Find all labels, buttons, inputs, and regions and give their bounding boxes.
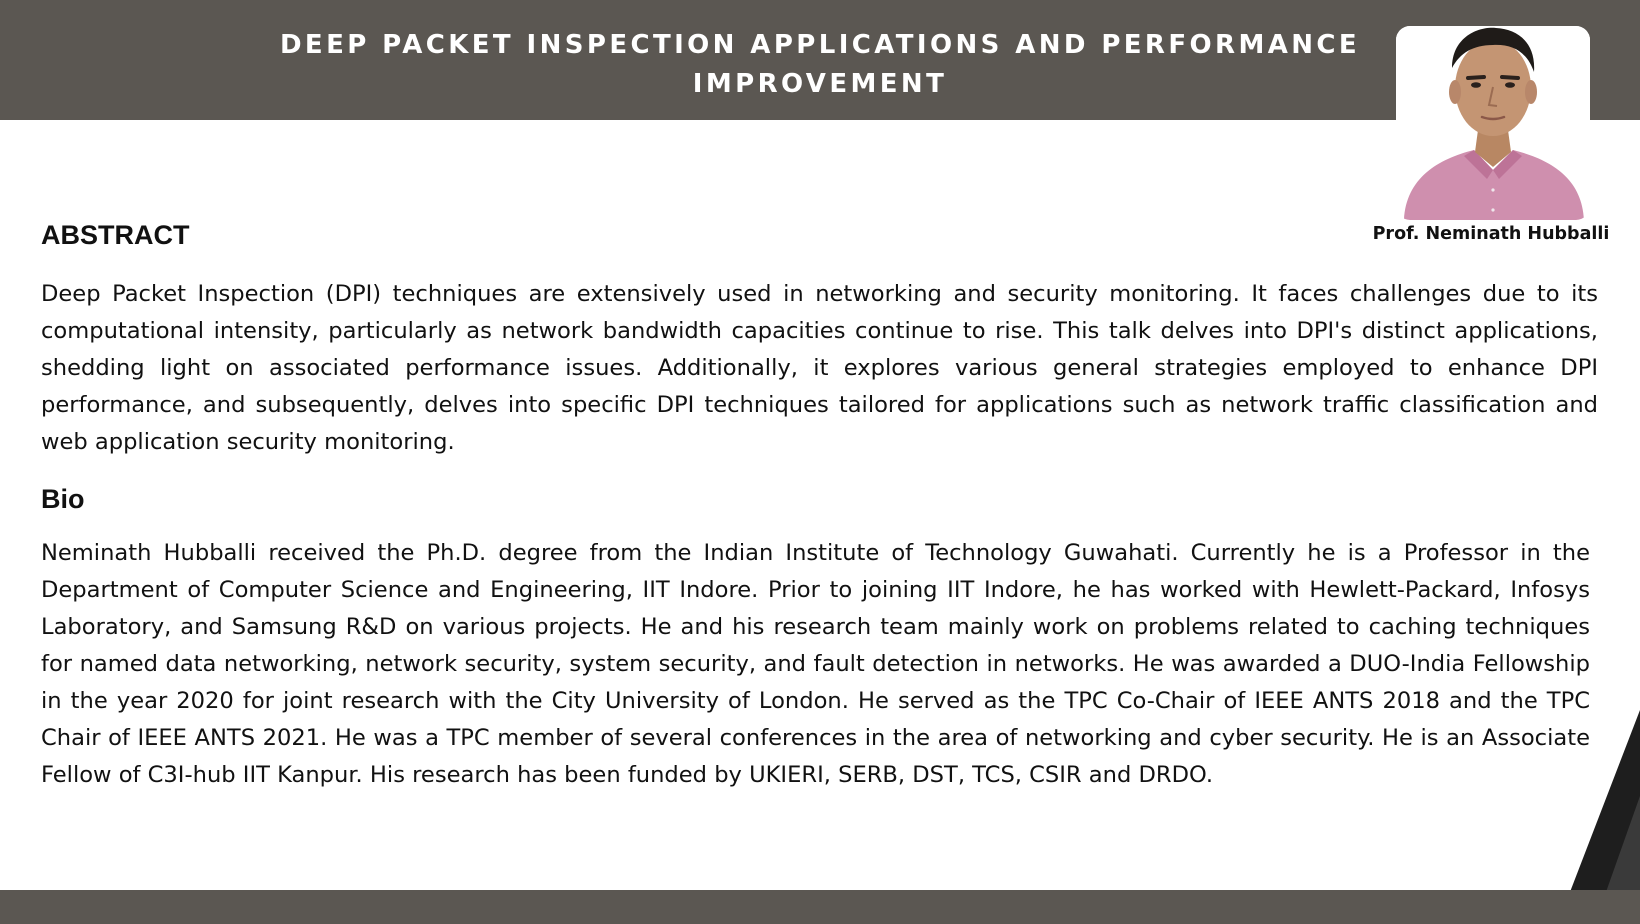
speaker-photo [1396,26,1590,220]
abstract-heading: ABSTRACT [41,220,190,250]
bio-heading: Bio [41,484,85,514]
speaker-name: Prof. Neminath Hubballi [1372,224,1610,244]
bio-text: Neminath Hubballi received the Ph.D. degree from the Indian Institute of Technology Guwahati. Currently he is a Professor in the Department of Computer Science and Engineering, IIT Indore. Prior to joining IIT Indore, he has worked with Hewlett-Packard, Infosys Laboratory, and Samsung R&D on various projects. He and his research team mainly work on problems related to caching techniques for named data networking, network security, system security, and fault detection in networks. He was awarded a DUO-India Fellowship in the year 2020 for joint research with the City University of London. He served as the TPC Co-Chair of IEEE ANTS 2018 and the TPC Chair of IEEE ANTS 2021. He was a TPC member of several conferences in the area of networking and cyber security. He is an Associate Fellow of C3I-hub IIT Kanpur. His research has been funded by UKIERI, SERB, DST, TCS, CSIR and DRDO. [41,540,1590,788]
abstract-text: Deep Packet Inspection (DPI) techniques are extensively used in networking and security monitoring. It faces challenges due to its computational intensity, particularly as network bandwidth capacities continue to rise. This talk delves into DPI's distinct applications, shedding light on associated performance issues. Additionally, it explores various general strategies employed to enhance DPI performance, and subsequently, delves into specific DPI techniques tailored for applications such as network traffic classification and web application security monitoring. [41,281,1598,455]
slide-title: DEEP PACKET INSPECTION APPLICATIONS AND PERFORMANCE IMPROVEMENT [279,30,1361,99]
corner-accent [1570,700,1640,892]
bottom-banner [0,890,1640,924]
